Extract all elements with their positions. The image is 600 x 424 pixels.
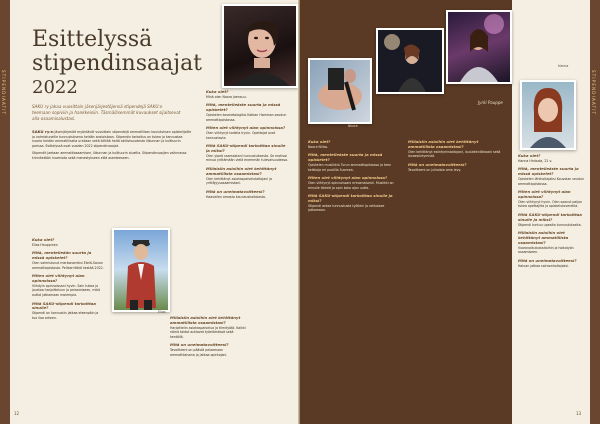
lead-paragraph: SAKU ry jakaa vuosittain jäsenjärjestöjensä stipendejä SAKU:n teemaan sopiviin ja hankkeisiin. Täsmällisemmät kuvaukset sijaitsevat alla osaamisalustasi.: [32, 104, 181, 121]
answer: Hanna Hintsala, 22 v.: [518, 158, 553, 163]
left-page-number: 12: [14, 411, 20, 416]
intro-body: jäsenjärjestöt myöntävät vuosittain stipendejä ammatillisen koulutuksen opiskelijoille ja valmistuneille tunnustuksena heidän ansioistaan. Stipendin tarkoitus on tukea ja kannustaa nuoria heidän ammatillisella urallaan sekä kiittää heitä aktiivisuudesta liikunnan ja kulttuurin parissa. Esittelyssä ovat vuoden 2022 stipendinsaajat.: [32, 130, 192, 148]
hanna-image: [522, 82, 574, 148]
answer: Olen ylpeä saamastani tunnustuksesta. Se motivoi minua yrittämään vielä enemmän tulevaisuudessa.: [206, 153, 289, 163]
question: Mitä on unelmatavoitteesi?: [170, 342, 229, 348]
man-suit-image: [114, 230, 168, 310]
right-page-number: 13: [576, 411, 582, 416]
photo-performer: [376, 28, 444, 94]
caption-elias: Elias: [158, 310, 166, 314]
answer: Stipendi on kannustin jatkaa eteenpäin ja tuo iloa arkeen.: [32, 311, 99, 320]
question: Miten olet viihtynyt alan opinnoissa?: [206, 125, 286, 131]
answer: Stipendi tuntuu upealta tunnustukselta.: [518, 222, 582, 227]
title-line1: Esittelyssä: [32, 27, 153, 52]
answer: Vuorovaikutustaitoihin ja hoitotyön osaamiseen.: [518, 245, 574, 255]
answer: Olen kehittänyt esiintymistaitojani, laulutekniikkaani sekä lavaesiintymistä.: [408, 149, 501, 159]
answer: Olen viihtynyt hyvin. Olen saanut paljon tukea opettajilta ja opiskelutovereilta.: [518, 199, 583, 209]
question: Miten olet viihtynyt alan opinnoissa?: [518, 189, 571, 199]
question: Mitä, mentelleäste suurta ja missä opiskelet?: [308, 152, 383, 163]
tattoo-artist-image: [310, 60, 370, 122]
question: Mitä SAKU-stipendi tarkoittaa sinulle ja miksi?: [308, 193, 393, 203]
answer: Haaveilen omasta kauneushoitolasta.: [206, 194, 266, 199]
right-page: [300, 0, 600, 424]
question: Mitä, mentelleäste suurta ja missä opiskelet?: [206, 102, 281, 113]
answer: Elias Hauppinen: [32, 242, 58, 247]
answer: Haluan jatkaa sairaanhoitajaksi.: [518, 263, 570, 268]
question: Mitä on unelmatavoitteesi?: [206, 188, 265, 194]
question: Mitä SAKU-stipendi tarkoittaa sinulle ja miksi?: [206, 143, 286, 153]
caption-noora: Noora: [348, 124, 358, 128]
performer-image: [378, 30, 442, 92]
photo-tattoo-artist: [308, 58, 372, 124]
question: Kuka olet?: [518, 154, 541, 158]
answer: Harjoittelin asiakaspalvelua ja tiimityötä. Kaikki nämä taidot auttavat työelämässä sekä kentällä.: [170, 325, 246, 339]
answer: Opiskelen lähihoitajaksi Kouvolan seudun ammattiopistossa.: [518, 176, 585, 186]
question: Mitä on unelmatavoitteesi?: [408, 161, 467, 167]
answer: Tavoitteeni on julkaista oma levy.: [408, 167, 461, 172]
question: Kuka olet?: [32, 238, 55, 242]
photo-hanna: [520, 80, 576, 150]
answer: Olen viihtynyt opinnoissani erinomaisesti. Musiikki on minulle tärkeä ja opin koko ajan uutta.: [308, 180, 394, 190]
column-noora-intro: [206, 90, 290, 230]
question: Mitä SAKU-stipendi tarkoittaa sinulle?: [32, 300, 96, 311]
woman-portrait-image: [224, 6, 296, 86]
intro-body-2: Stipendit jaetaan ammattiosaamisen, liikunnan ja kulttuurin alueilla. Stipendinsaajien valinnassa kiinnitetään huomiota sekä menestykseen että asenteeseen.: [32, 151, 187, 160]
answer: Olen viihtynyt todella hyvin. Opettajat ovat kannustavia.: [206, 130, 276, 140]
right-side-tab: [590, 0, 600, 424]
answer: Noora Niilos.: [308, 144, 329, 149]
question: Millaisiin asioihin olet kehittänyt ammatillista osaamistasi?: [206, 165, 277, 176]
intro-label: SAKU ry:n: [32, 130, 54, 134]
intro-text: [32, 130, 192, 210]
answer: Tavoitteeni on päästä pelaamaan ammattilaisena ja jatkaa opintojani.: [170, 348, 228, 357]
page-title: [32, 28, 232, 100]
caption-jyrki: Jyrki Pauppe: [478, 100, 503, 105]
answer: Olen kehittänyt asiakaspalvelutaitojani ja yrittäjyysosaamistani.: [206, 176, 272, 186]
photo-woman-portrait: [222, 4, 298, 88]
left-side-tab: [0, 0, 10, 424]
question: Mitä SAKU-stipendi tarkoittaa sinulle ja miksi?: [518, 211, 582, 222]
singer-image: [448, 12, 510, 82]
column-elias: [32, 238, 104, 408]
answer: Minä olen Noora Joensuu.: [206, 94, 247, 99]
column-noora-niilos-2: [408, 140, 504, 410]
question: Kuka olet?: [206, 90, 229, 94]
question: Millaisiin asioihin olet kehittänyt ammatillista osaamistasi?: [170, 316, 241, 325]
question: Millaisiin asioihin olet kehittänyt ammatillista osaamistasi?: [408, 140, 479, 149]
right-side-tab-label: STIPENDIAATIT: [591, 70, 596, 116]
answer: Opiskelen kosmetologiksi Kotkan Haminan seudun ammattiopistossa.: [206, 112, 287, 122]
answer: Olen valmistunut merkonomiksi Etelä-Savon ammattiopistosta. Pelikarriäärä kestää 2022.: [32, 260, 104, 270]
question: Mitä on unelmatavoitteesi?: [518, 257, 577, 263]
caption-hanna: Hanna: [558, 64, 569, 68]
question: Kuka olet?: [308, 140, 331, 144]
answer: Opiskelen musiikkia Turun ammattiopistossa ja teen keikkoja eri puolilla Suomea.: [308, 162, 392, 172]
answer: Stipendi antaa tunnustusta työlleni ja rohkaisee jatkamaan.: [308, 203, 385, 213]
question: Miten olet viihtynyt alan opinnoissa?: [32, 273, 85, 283]
photo-man-suit: [112, 228, 170, 312]
title-year: 2022: [32, 77, 78, 98]
photo-singer: [446, 10, 512, 84]
title-line2: stipendinsaajat: [32, 51, 203, 76]
question: Mitä, mentelleään suurta ja missä opiskelet?: [32, 250, 92, 261]
question: Mitä, mentelleäste suurta ja missä opiskelet?: [518, 166, 579, 177]
column-hanna: [518, 154, 588, 404]
question: Millaisiin asioihin olet kehittänyt ammatillista osaamistasi?: [518, 230, 569, 245]
answer: Viihdyin opinnoissani hyvin. Sain tukea ja joustoa harjoitteluun ja pelaamiseen, mikä auttoi jatkamaan molempia.: [32, 283, 101, 297]
left-side-tab-label: STIPENDIAATIT: [1, 70, 6, 116]
column-noora-niilos: [308, 140, 402, 410]
question: Miten olet viihtynyt alan opinnoissa?: [308, 175, 388, 181]
